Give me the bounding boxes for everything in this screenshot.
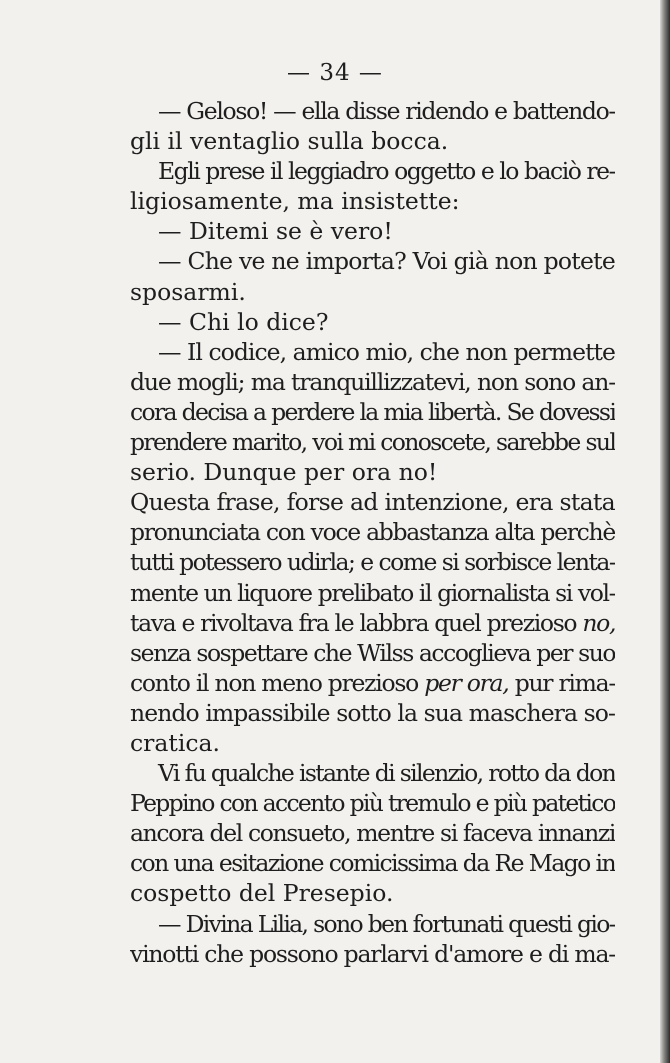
text-line: cratica. bbox=[130, 728, 221, 757]
text-line: vinotti che possono parlarvi d'amore e di ma- bbox=[130, 939, 615, 968]
text-line: — Chi lo dice? bbox=[158, 307, 329, 336]
text-line: mente un liquore prelibato il giornalista si vol- bbox=[130, 578, 615, 607]
text-line: cora decisa a perdere la mia libertà. Se dovessi bbox=[130, 397, 615, 426]
italic-phrase: per ora, bbox=[424, 668, 509, 697]
italic-word: no, bbox=[582, 608, 615, 637]
text-line: due mogli; ma tranquillizzatevi, non sono an- bbox=[130, 367, 615, 396]
text-line: — Che ve ne importa? Voi già non potete bbox=[158, 247, 615, 276]
text-line: sposarmi. bbox=[130, 277, 246, 306]
text-line: Questa frase, forse ad intenzione, era stata bbox=[130, 488, 615, 517]
page-number: — 34 — bbox=[287, 60, 383, 86]
body-text bbox=[130, 96, 615, 969]
text-line: cospetto del Presepio. bbox=[130, 879, 394, 908]
text-line: ancora del consueto, mentre si faceva innanzi bbox=[130, 819, 615, 848]
text-line: prendere marito, voi mi conoscete, sarebbe sul bbox=[130, 428, 615, 457]
text-line: gli il ventaglio sulla bocca. bbox=[130, 127, 449, 156]
text-line: Peppino con accento più tremulo e più patetico bbox=[130, 789, 615, 818]
text-line: — Il codice, amico mio, che non permette bbox=[158, 337, 615, 366]
text-line: — Ditemi se è vero! bbox=[158, 217, 393, 246]
text-line: ligiosamente, ma insistette: bbox=[130, 187, 460, 216]
text-line: con una esitazione comicissima da Re Mago in bbox=[130, 849, 615, 878]
text-line: nendo impassibile sotto la sua maschera so- bbox=[130, 698, 615, 727]
text-line: conto il non meno prezioso per ora, pur rima- bbox=[130, 668, 615, 697]
text-line: — Geloso! — ella disse ridendo e battendo- bbox=[158, 97, 615, 125]
page-edge-shadow bbox=[660, 0, 670, 1063]
text-line: Egli prese il leggiadro oggetto e lo baciò re- bbox=[158, 157, 615, 186]
text-line: senza sospettare che Wilss accoglieva per suo bbox=[130, 638, 615, 667]
text-line: — Divina Lilia, sono ben fortunati questi gio- bbox=[158, 909, 615, 938]
text-line: pronunciata con voce abbastanza alta perchè bbox=[130, 518, 615, 547]
text-line: serio. Dunque per ora no! bbox=[130, 458, 438, 487]
text-line: Vi fu qualche istante di silenzio, rotto da don bbox=[158, 759, 615, 788]
text-line: tava e rivoltava fra le labbra quel prezioso no, bbox=[130, 608, 615, 637]
text-line: tutti potessero udirla; e come si sorbisce lenta- bbox=[130, 548, 615, 577]
